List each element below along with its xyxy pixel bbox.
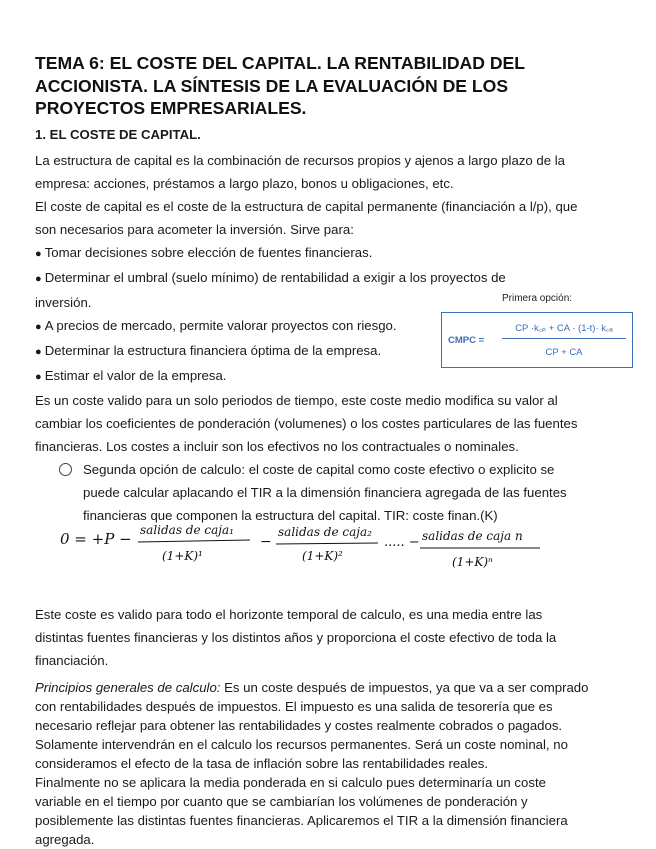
paragraph-line: Este coste es valido para todo el horizonte temporal de calculo, es una media entre las	[35, 606, 543, 622]
hw-denominator-1: (1+K)¹	[162, 549, 203, 563]
hw-numerator-2: salidas de caja₂	[278, 525, 372, 539]
paragraph-line: posiblemente las distintas fuentes financieras. Aplicaremos el TIR a la dimensión financiera	[35, 812, 568, 828]
formula-lhs: CMPC =	[448, 335, 485, 346]
fraction-bar	[502, 338, 626, 339]
hw-denominator-2: (1+K)²	[302, 549, 343, 563]
hw-dots: ..... −	[384, 535, 420, 550]
paragraph-line: distintas fuentes financieras y los distintos años y proporciona el coste efectivo de toda la	[35, 629, 557, 645]
list-line: Segunda opción de calculo: el coste de capital como coste efectivo o explicito se	[83, 461, 555, 477]
bullet-continuation: inversión.	[35, 294, 92, 310]
wacc-formula-box	[441, 312, 633, 368]
hw-denominator-3: (1+K)ⁿ	[452, 555, 493, 569]
paragraph-line: financiación.	[35, 652, 109, 668]
paragraph-line	[35, 678, 631, 697]
title-line: PROYECTOS EMPRESARIALES.	[35, 98, 307, 118]
circle-bullet-icon	[59, 463, 72, 476]
paragraph-line: El coste de capital es el coste de la estructura de capital permanente (financiación a l/p), que	[35, 198, 578, 214]
document-title	[35, 52, 631, 120]
paragraph-line: Finalmente no se aplicara la media ponderada en si calculo pues determinaría un coste	[35, 774, 546, 790]
document-page	[35, 52, 631, 849]
paragraph-line: cambiar los coeficientes de ponderación (volumenes) o los costes particulares de las fuentes	[35, 415, 578, 431]
paragraph-line: empresa: acciones, préstamos a largo plazo, bonos u obligaciones, etc.	[35, 175, 454, 191]
paragraph-line: consideramos el efecto de la tasa de inflación sobre las rentabilidades reales.	[35, 755, 489, 771]
principles-label: Principios generales de calculo:	[35, 679, 221, 695]
hw-lhs: 0 = +P −	[60, 530, 132, 548]
principles-text: Es un coste después de impuestos, ya que va a ser comprado	[220, 679, 589, 695]
paragraph-line: Es un coste valido para un solo periodos de tiempo, este coste medio modifica su valor al	[35, 392, 558, 408]
handwritten-formula	[60, 518, 560, 574]
bullet-item: ● Determinar el umbral (suelo mínimo) de rentabilidad a exigir a los proyectos de	[35, 266, 631, 291]
bullet-item: ● A precios de mercado, permite valorar proyectos con riesgo.	[35, 314, 631, 339]
paragraph-line: La estructura de capital es la combinación de recursos propios y ajenos a largo plazo de la	[35, 152, 566, 168]
hw-numerator-1: salidas de caja₁	[140, 523, 234, 537]
formula-box-caption: Primera opción:	[502, 293, 573, 304]
title-line: TEMA 6: EL COSTE DEL CAPITAL. LA RENTABILIDAD DEL	[35, 53, 526, 73]
title-line: ACCIONISTA. LA SÍNTESIS DE LA EVALUACIÓN DE LOS	[35, 75, 509, 96]
paragraph-line: con rentabilidades después de impuestos. El impuesto es una salida de tesorería que es	[35, 698, 553, 714]
paragraph-line: variable en el tiempo por cuanto que se cambiarían los volúmenes de ponderación y	[35, 793, 528, 809]
paragraph-line: son necesarios para acometer la inversión. Sirve para:	[35, 221, 354, 237]
paragraph-line: agregada.	[35, 831, 95, 847]
list-line: puede calcular aplacando el TIR a la dimensión financiera agregada de las fuentes	[83, 484, 567, 500]
list-line: financieras que componen la estructura del capital. TIR: coste finan.(K)	[83, 507, 498, 523]
paragraph-line: Solamente intervendrán en el calculo los recursos permanentes. Será un coste nominal, no	[35, 736, 568, 752]
hw-fraction-bar-1	[138, 540, 250, 542]
bullet-item: ● Estimar el valor de la empresa.	[35, 364, 631, 389]
formula-numerator: CP ·k꜀ₚ + CA · (1-t)· k꜀ₐ	[515, 323, 613, 334]
bullet-item: ● Tomar decisiones sobre elección de fuentes financieras.	[35, 241, 631, 266]
paragraph-line: financieras. Los costes a incluir son los efectivos no los contractuales o nominales.	[35, 438, 519, 454]
hw-fraction-bar-2	[276, 543, 378, 544]
formula-denominator: CP + CA	[545, 347, 583, 358]
section-heading: 1. EL COSTE DE CAPITAL.	[35, 126, 201, 142]
circle-list-item	[35, 458, 631, 527]
handwritten-formula-svg	[60, 518, 560, 574]
bullet-item: ● Determinar la estructura financiera óptima de la empresa.	[35, 339, 631, 364]
hw-numerator-3: salidas de caja n	[422, 529, 523, 543]
paragraph-line: necesario reflejar para obtener las rentabilidades y costes realmente cobrados o pagados.	[35, 717, 563, 733]
hw-minus: −	[260, 534, 272, 550]
